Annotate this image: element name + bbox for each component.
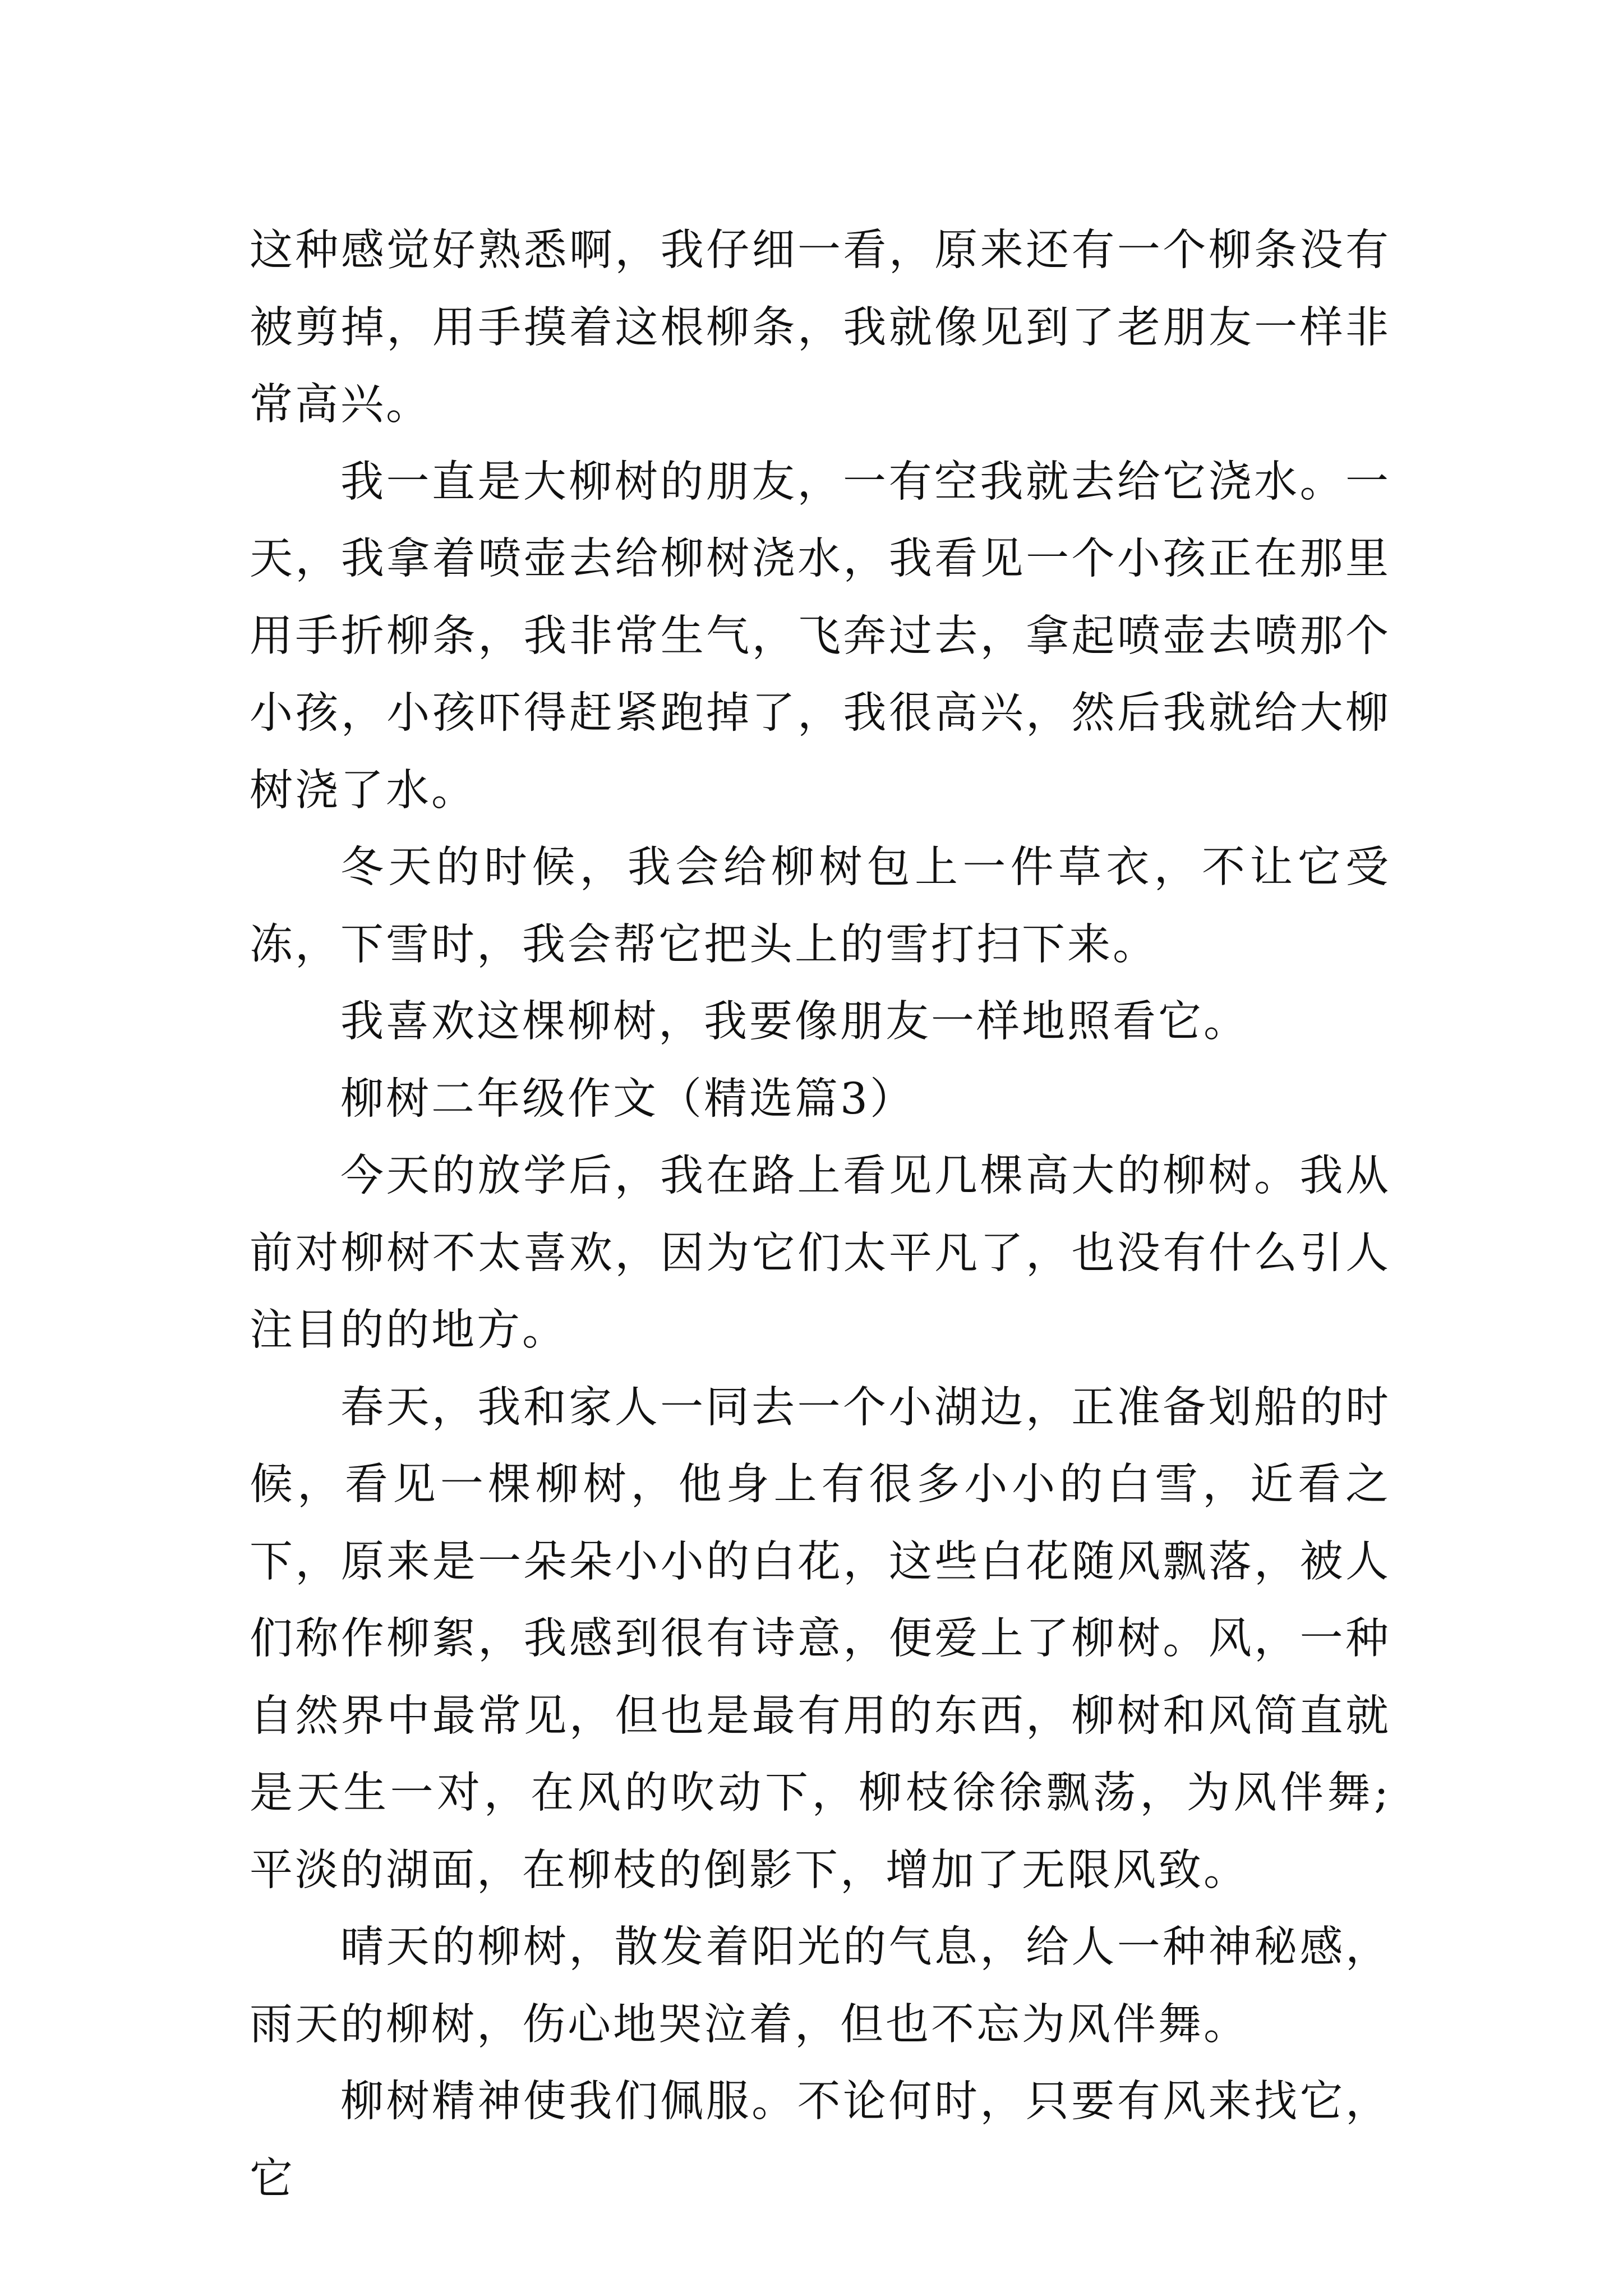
paragraph-2: 我一直是大柳树的朋友，一有空我就去给它浇水。一天，我拿着喷壶去给柳树浇水，我看见一个小孩正在那里用手折柳条，我非常生气，飞奔过去，拿起喷壶去喷那个小孩，小孩吓得赶紧跑掉了，我很高兴，然后我就给大柳树浇了水。 [250, 457, 1391, 816]
paragraph-8: 柳树精神使我们佩服。不论何时，只要有风来找它，它 [250, 2077, 1391, 2204]
paragraph-4: 我喜欢这棵柳树，我要像朋友一样地照看它。 [340, 997, 1249, 1047]
paragraph-6: 春天，我和家人一同去一个小湖边，正准备划船的时候，看见一棵柳树，他身上有很多小小的白雪，近看之下，原来是一朵朵小小的白花，这些白花随风飘落，被人们称作柳絮，我感到很有诗意，便爱上了柳树。风，一种自然界中最常见，但也是最有用的东西，柳树和风简直就是天生一对，在风的吹动下，柳枝徐徐飘荡，为风伴舞;平淡的湖面，在柳枝的倒影下，增加了无限风致。 [250, 1382, 1391, 1895]
paragraph-7: 晴天的柳树，散发着阳光的气息，给人一种神秘感，雨天的柳树，伤心地哭泣着，但也不忘为风伴舞。 [250, 1922, 1391, 2050]
paragraph-3: 冬天的时候，我会给柳树包上一件草衣，不让它受冻，下雪时，我会帮它把头上的雪打扫下来。 [250, 843, 1391, 970]
paragraph-1: 这种感觉好熟悉啊，我仔细一看，原来还有一个柳条没有被剪掉，用手摸着这根柳条，我就像见到了老朋友一样非常高兴。 [250, 226, 1391, 430]
section-heading: 柳树二年级作文（精选篇3） [340, 1074, 915, 1124]
document-body [250, 212, 1391, 2217]
paragraph-5: 今天的放学后，我在路上看见几棵高大的柳树。我从前对柳树不太喜欢，因为它们太平凡了，也没有什么引人注目的的地方。 [250, 1151, 1391, 1355]
